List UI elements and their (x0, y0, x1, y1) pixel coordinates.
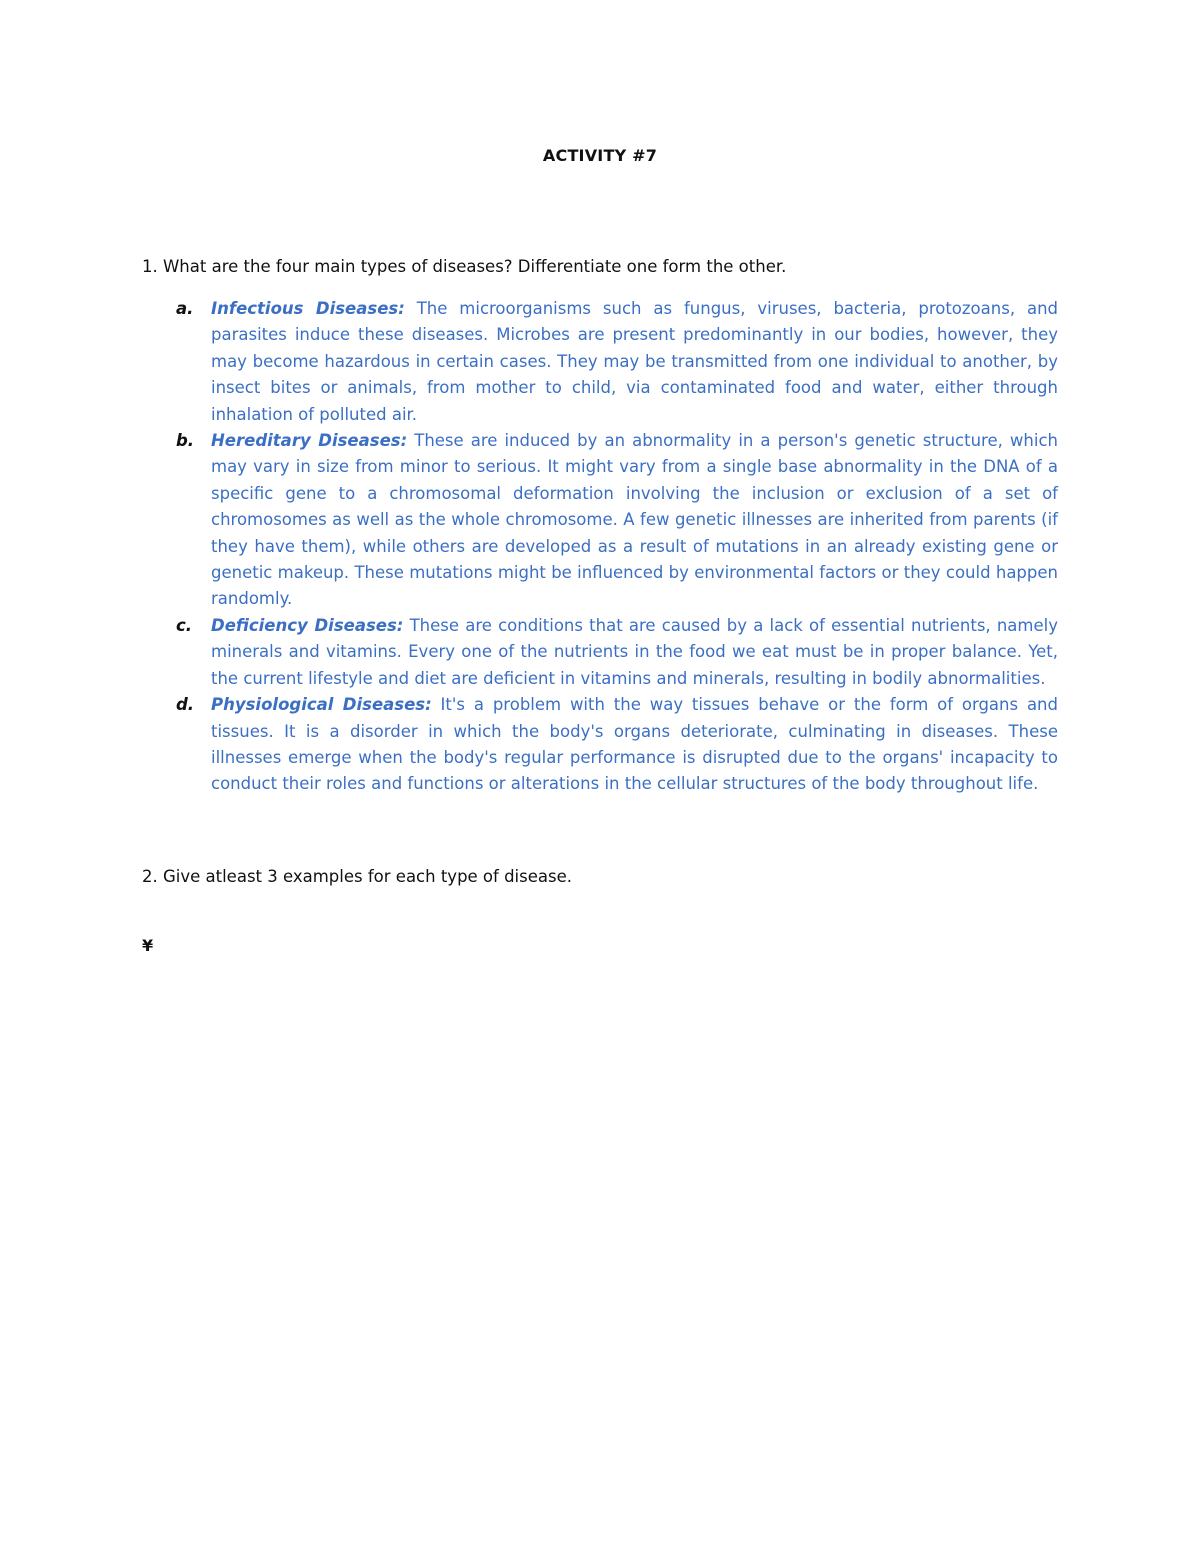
answer-marker: a. (176, 299, 194, 318)
answer-text: It's a problem with the way tissues behave or the form of organs and tissues. It is a disorder in which the body's organs deteriorate, culminating in diseases. These illnesses emerge when the body's regular performance is disrupted due to the organs' incapacity to conduct their roles and functions or alterations in the cellular structures of the body throughout life. (211, 695, 1058, 794)
answer-marker: d. (176, 695, 195, 715)
answer-item-physiological (142, 692, 1058, 798)
answer-term: Deficiency Diseases: (211, 615, 404, 635)
answer-term: Physiological Diseases: (211, 695, 432, 715)
answer-2-mark: ¥ (142, 936, 154, 955)
answer-item-hereditary (142, 428, 1058, 613)
activity-title: ACTIVITY #7 (542, 146, 658, 165)
answer-term: Hereditary Diseases: (211, 431, 408, 451)
answer-term: Infectious Diseases: (211, 299, 405, 318)
answer-item-infectious (142, 296, 1058, 428)
answer-text: These are induced by an abnormality in a person's genetic structure, which may vary in size from minor to serious. It might vary from a single base abnormality in the DNA of a specific gene to a chromosomal deformation involving the inclusion or exclusion of a set of chromosomes as well as the whole chromosome. A few genetic illnesses are inherited from parents (if they have them), while others are developed as a result of mutations in an already existing gene or genetic makeup. These mutations might be influenced by environmental factors or they could happen randomly. (211, 431, 1058, 609)
question-1: 1. What are the four main types of diseases? Differentiate one form the other. (142, 257, 787, 276)
answer-text: These are conditions that are caused by a lack of essential nutrients, namely minerals and vitamins. Every one of the nutrients in the food we eat must be in proper balance. Yet, the current lifestyle and diet are deficient in vitamins and minerals, resulting in bodily abnormalities. (211, 615, 1058, 688)
answer-item-deficiency (142, 613, 1058, 692)
question-2: 2. Give atleast 3 examples for each type of disease. (142, 867, 572, 886)
answer-marker: c. (176, 615, 193, 635)
answer-text: The microorganisms such as fungus, viruses, bacteria, protozoans, and parasites induce these diseases. Microbes are present predominantly in our bodies, however, they may become hazardous in certain cases. They may be transmitted from one individual to another, by insect bites or animals, from mother to child, via contaminated food and water, either through inhalation of polluted air. (211, 299, 1058, 424)
answer-list (142, 296, 1058, 798)
answer-marker: b. (176, 431, 195, 451)
